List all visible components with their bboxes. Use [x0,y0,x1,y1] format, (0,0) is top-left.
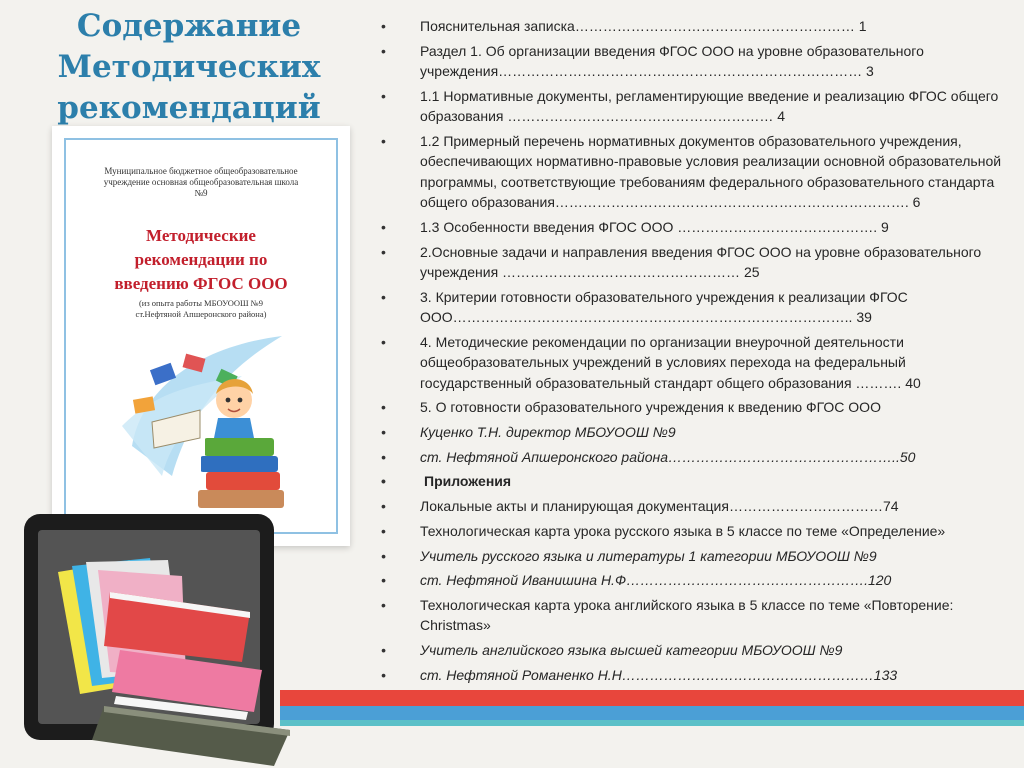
contents-item: • Учитель английского языка высшей категории МБОУООШ №9 [380,640,1010,660]
contents-item: • 3. Критерии готовности образовательного учреждения к реализации ФГОС ООО………………………………………………………………………….. 39 [380,287,1010,328]
contents-item: • Приложения [380,471,1010,491]
contents-item: • ст. Нефтяной Апшеронского района…………………………………………..50 [380,447,1010,467]
contents-item: • 2.Основные задачи и направления введения ФГОС ООО на уровне образовательного учреждения …………………………………………… 25 [380,242,1010,283]
contents-list [380,16,1010,689]
cover-subtitle: (из опыта работы МБОУООШ №9 ст.Нефтяной Апшеронского района) [135,298,267,319]
contents-item: • Пояснительная записка…………………………………………………… 1 [380,16,1010,36]
contents-item: • Технологическая карта урока русского языка в 5 классе по теме «Определение» [380,521,1010,541]
contents-item: • ст. Нефтяной Иванишина Н.Ф…………………………………………….120 [380,570,1010,590]
contents-item: • 1.2 Примерный перечень нормативных документов образовательного учреждения, обеспечивающих нормативно-правовые условия реализации основной образовательной программы, соответствующие требованиям федерального образовательного стандарта общего образования…………………………………………………………………. 6 [380,131,1010,213]
contents-item: • Локальные акты и планирующая документация……………………………74 [380,496,1010,516]
contents-item: • Учитель русского языка и литературы 1 категории МБОУООШ №9 [380,546,1010,566]
decor-stripe-blue [280,706,1024,720]
contents-item: • 5. О готовности образовательного учреждения к введению ФГОС ООО [380,397,1010,417]
tablet-with-books-illustration [0,500,340,768]
contents-item: • 4. Методические рекомендации по организации внеурочной деятельности общеобразовательных учреждений в условиях перехода на федеральный государственный образовательный стандарт общего образования ………. 40 [380,332,1010,393]
slide-title: Содержание Методических рекомендаций [57,8,321,126]
child-with-books-illustration [122,326,292,516]
cover-organization: Муниципальное бюджетное общеобразовательное учреждение основная общеобразовательная школа №9 [103,166,299,198]
contents-item: • Технологическая карта урока английского языка в 5 классе по теме «Повторение: Christmas» [380,595,1010,636]
contents-item: • 1.1 Нормативные документы, регламентирующие введение и реализацию ФГОС общего образования ………………………………………………… 4 [380,86,1010,127]
contents-item: • Раздел 1. Об организации введения ФГОС ООО на уровне образовательного учреждения…………………………………………………………………… 3 [380,41,1010,82]
contents-item: • 1.3 Особенности введения ФГОС ООО ……………………………………. 9 [380,217,1010,237]
cover-frame [64,138,338,534]
cover-heading: Методические рекомендации по введению ФГОС ООО [114,226,288,293]
brochure-cover [52,126,350,546]
contents-item: • Куценко Т.Н. директор МБОУООШ №9 [380,422,1010,442]
decor-stripe-red [280,690,1024,706]
contents-item: • ст. Нефтяной Романенко Н.Н………………………………………………133 [380,665,1010,685]
decor-stripe-teal [280,720,1024,726]
